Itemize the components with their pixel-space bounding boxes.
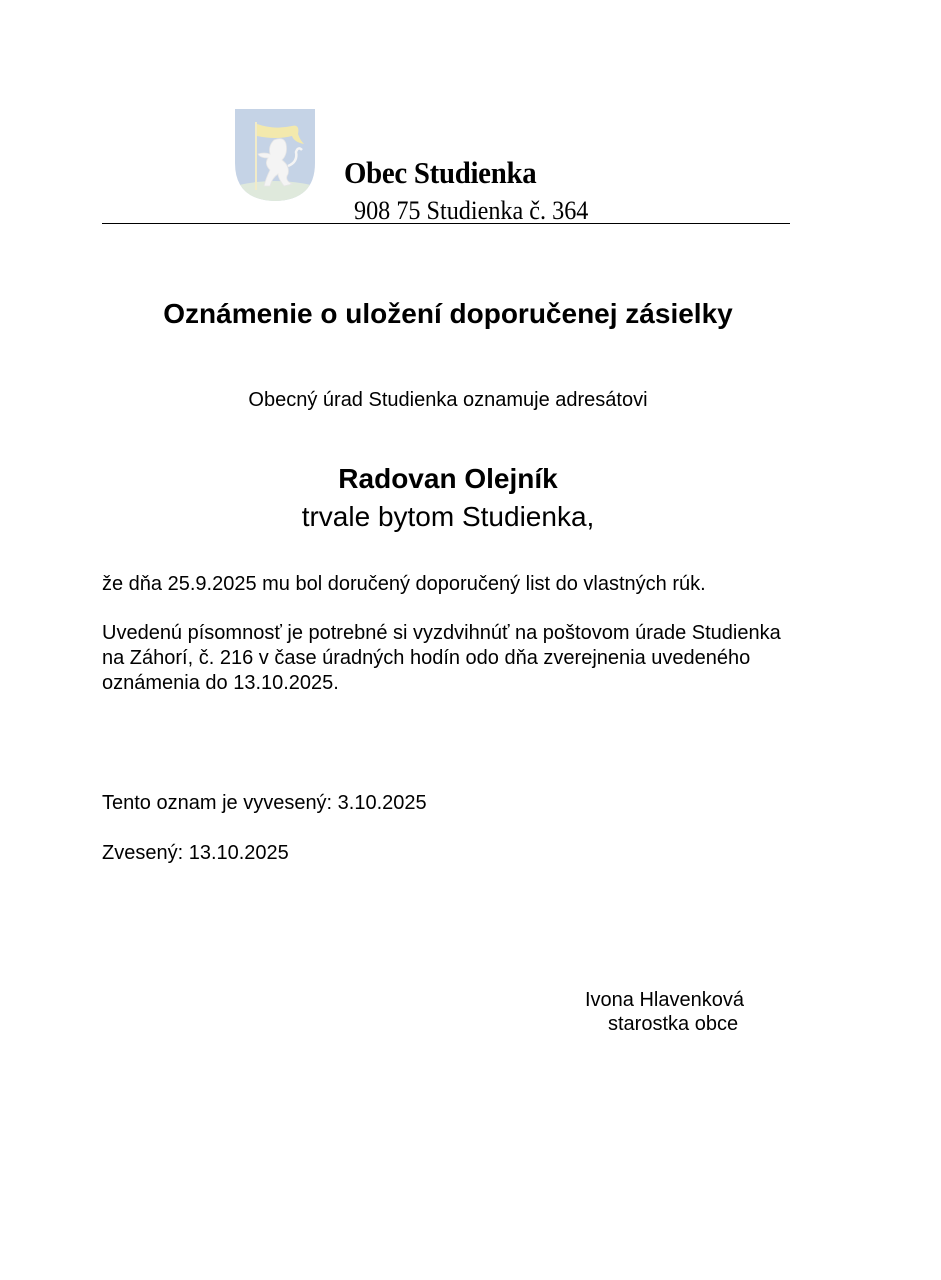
intro-text: Obecný úrad Studienka oznamuje adresátovi	[248, 389, 648, 411]
signatory-role: starostka obce	[608, 1013, 739, 1035]
coat-of-arms-icon	[234, 108, 316, 202]
organization-address: 908 75 Studienka č. 364	[354, 196, 589, 225]
pickup-paragraph: Uvedenú písomnosť je potrebné si vyzdvihnúť na poštovom úrade Studienka na Záhorí, č. 216 v čase úradných hodín odo dňa zverejnenia uvedeného oznámenia do 13.10.2025.	[102, 622, 781, 694]
document-title: Oznámenie o uložení doporučenej zásielky	[163, 298, 733, 329]
header-divider	[102, 223, 790, 224]
delivery-paragraph: že dňa 25.9.2025 mu bol doručený doporučený list do vlastných rúk.	[102, 573, 706, 595]
removed-date: Zvesený: 13.10.2025	[102, 842, 289, 864]
posted-date: Tento oznam je vyvesený: 3.10.2025	[102, 792, 427, 814]
recipient-residence: trvale bytom Studienka,	[301, 501, 595, 532]
signatory-name: Ivona Hlavenková	[585, 989, 744, 1011]
recipient-name: Radovan Olejník	[338, 463, 558, 494]
organization-name: Obec Studienka	[344, 155, 537, 190]
